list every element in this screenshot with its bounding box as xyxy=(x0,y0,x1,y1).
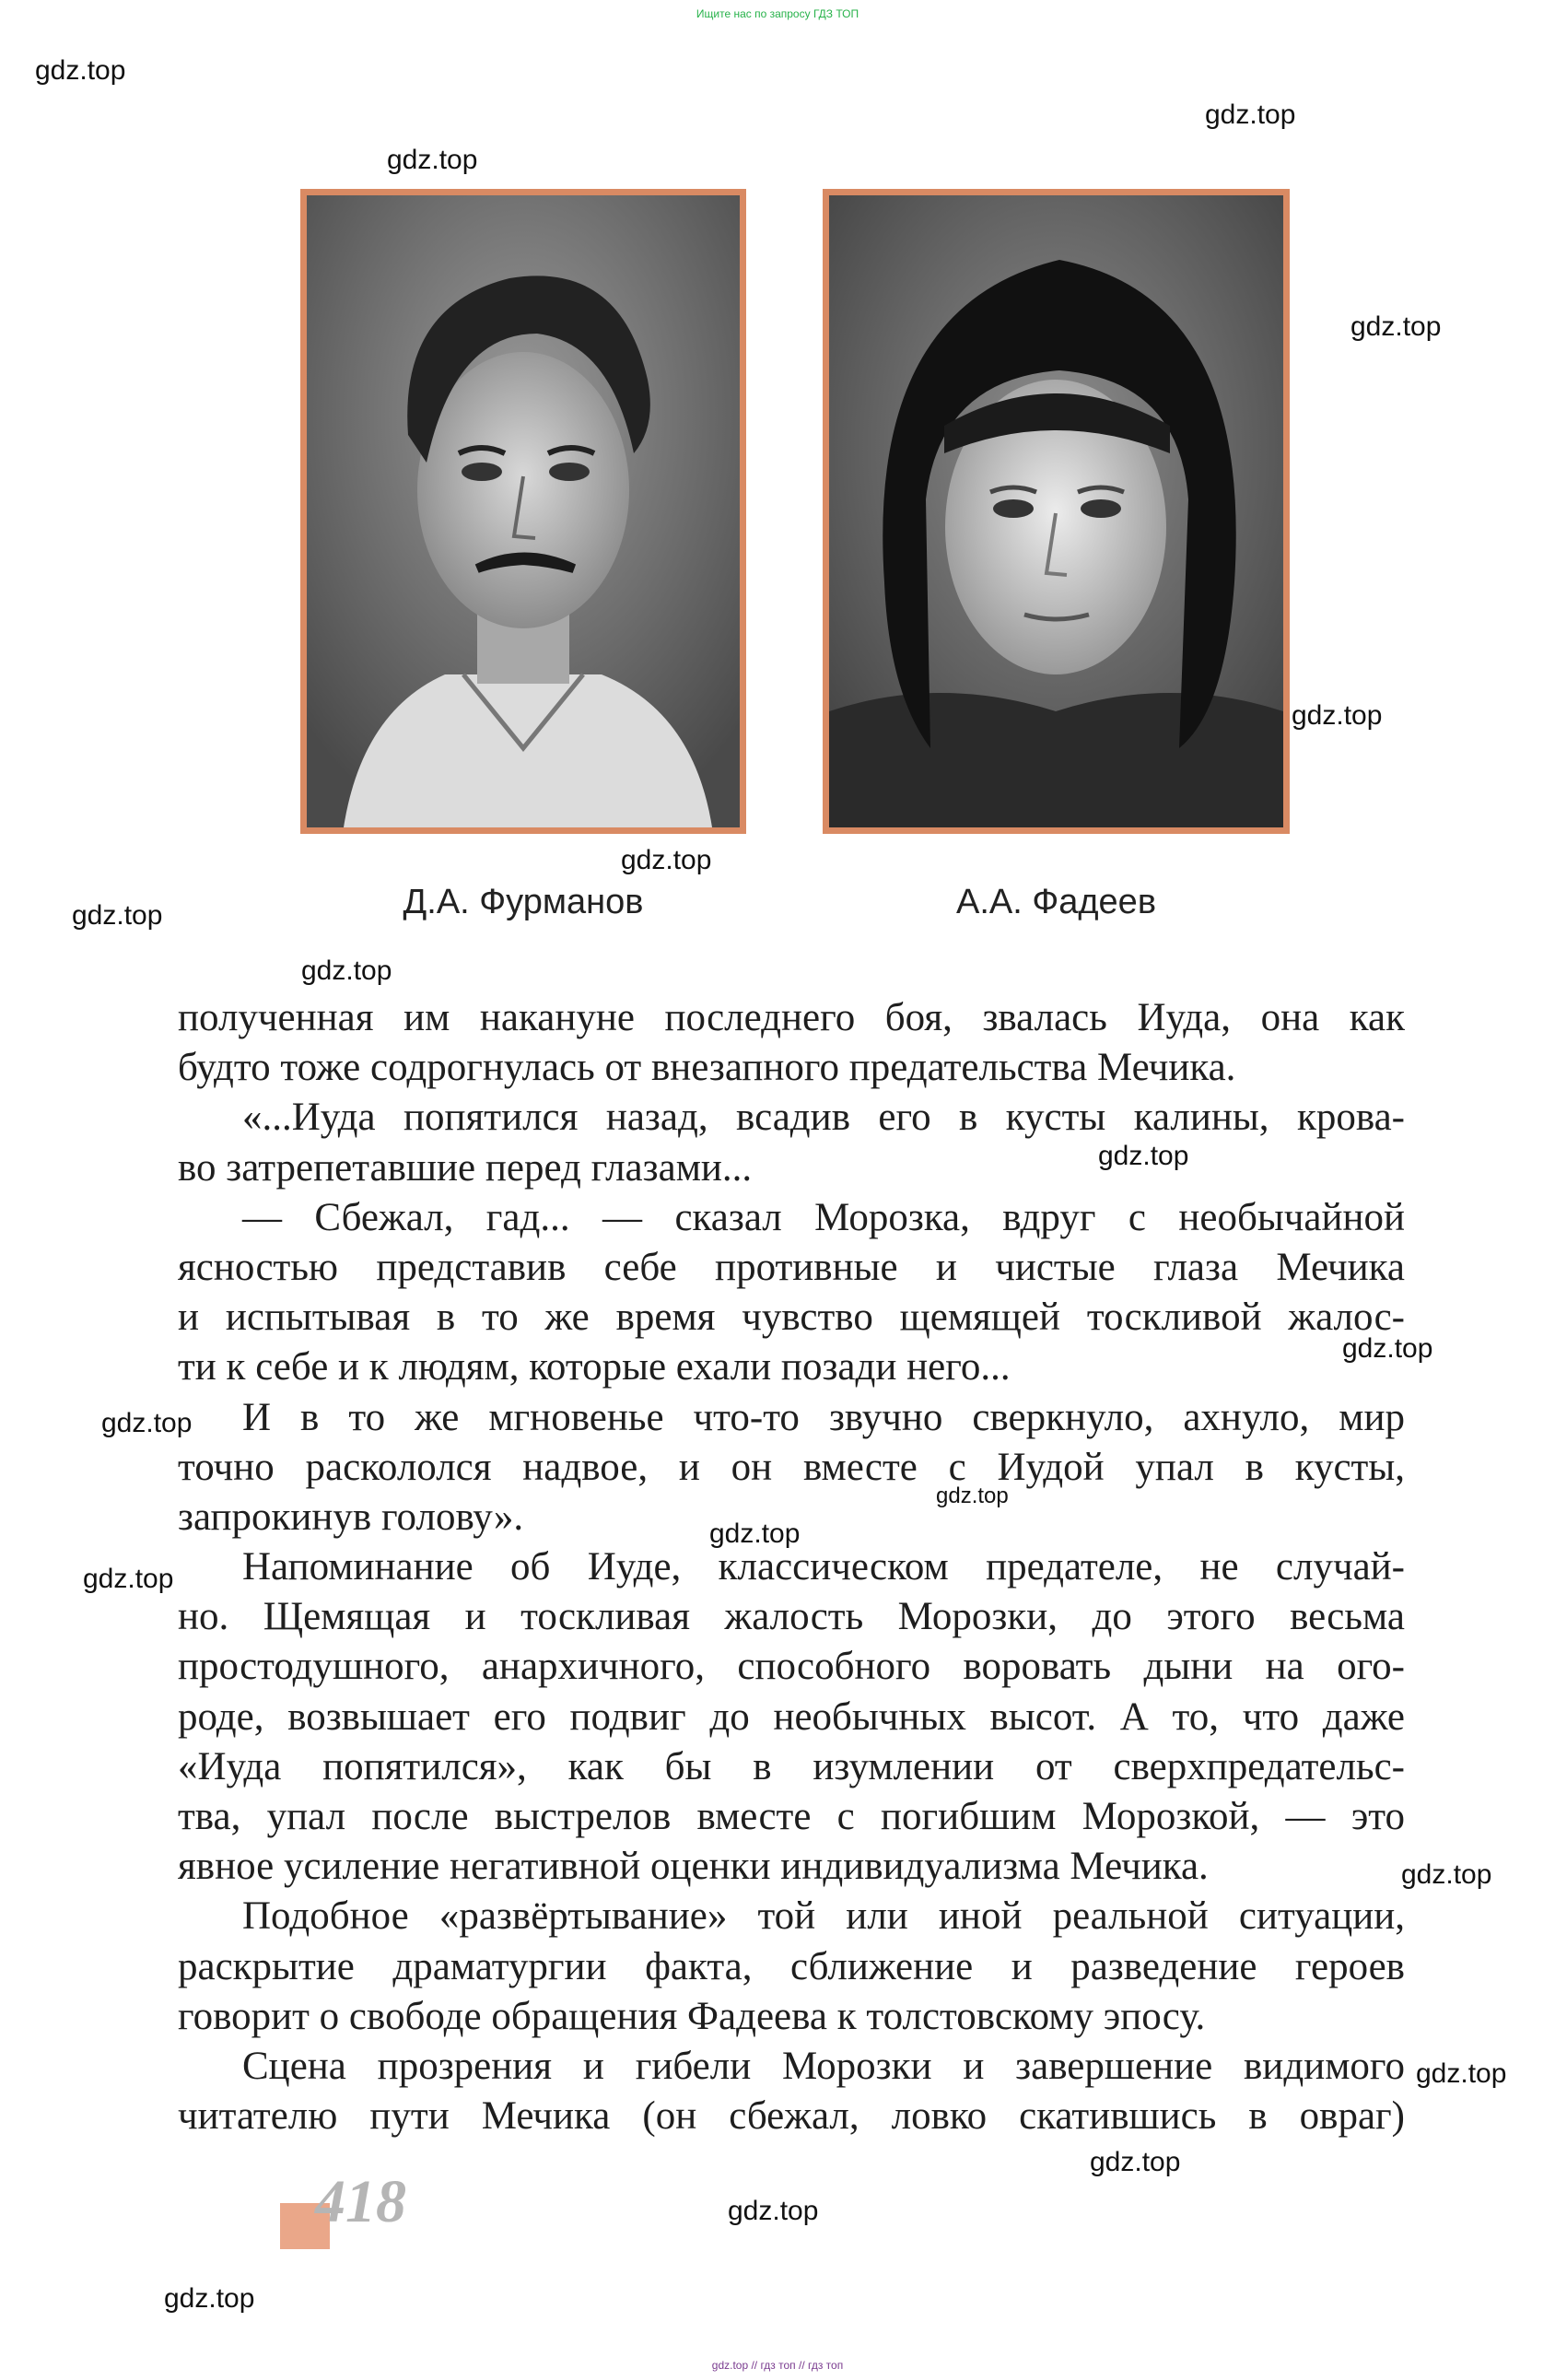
text-line: запрокинув голову». xyxy=(178,1495,524,1539)
text-line: простодушного, анархичного, способного воровать дыни на ого- xyxy=(178,1645,1405,1689)
paragraph xyxy=(178,2042,1405,2141)
paragraph xyxy=(178,1193,1405,1393)
text-line: полученная им накануне последнего боя, звалась Иуда, она как xyxy=(178,996,1405,1039)
paragraph xyxy=(178,993,1405,1093)
text-line: читателю пути Мечика (он сбежал, ловко скатившись в овраг) xyxy=(178,2094,1405,2139)
watermark: gdz.top xyxy=(1292,700,1383,731)
watermark: gdz.top xyxy=(72,900,163,931)
portrait-caption-furmanov: Д.А. Фурманов xyxy=(403,883,644,921)
text-line: Подобное «развёртывание» той или иной реальной ситуации, xyxy=(242,1894,1405,1939)
text-line: — Сбежал, гад... — сказал Морозка, вдруг с необычайной xyxy=(242,1195,1405,1239)
text-line: говорит о свободе обращения Фадеева к толстовскому эпосу. xyxy=(178,1994,1206,2038)
watermark: gdz.top xyxy=(1098,1141,1189,1171)
watermark: gdz.top xyxy=(1090,2147,1181,2177)
watermark: gdz.top xyxy=(1205,100,1296,130)
watermark: gdz.top xyxy=(1342,1333,1433,1364)
text-line: Сцена прозрения и гибели Морозки и завершение видимого xyxy=(242,2044,1405,2088)
bottom-banner[interactable]: gdz.top // гдз топ // гдз топ xyxy=(711,2359,844,2372)
text-line: явное усиление негативной оценки индивидуализма Мечика. xyxy=(178,1845,1209,1889)
text-line: и испытывая в то же время чувство щемящей тоскливой жалос- xyxy=(178,1296,1405,1340)
paragraph xyxy=(178,1093,1405,1192)
watermark: gdz.top xyxy=(728,2196,819,2226)
watermark: gdz.top xyxy=(164,2283,255,2314)
text-line: тва, упал после выстрелов вместе с погибшим Морозкой, — это xyxy=(178,1795,1405,1838)
text-line: Напоминание об Иуде, классическом предателе, не случай- xyxy=(242,1545,1405,1589)
watermark: gdz.top xyxy=(83,1564,174,1594)
portrait-fadeev-image xyxy=(829,195,1283,827)
text-line: раскрытие драматургии факта, сближение и разведение героев xyxy=(178,1944,1405,1988)
text-line: роде, возвышает его подвиг до необычных высот. А то, что даже xyxy=(178,1694,1405,1739)
paragraph xyxy=(178,1393,1405,1543)
watermark: gdz.top xyxy=(1416,2058,1507,2089)
watermark: gdz.top xyxy=(387,145,478,175)
text-line: точно раскололся надвое, и он вместе с Иудой упал в кусты, xyxy=(178,1445,1405,1489)
text-line: И в то же мгновенье что-то звучно сверкнуло, ахнуло, мир xyxy=(242,1395,1405,1439)
watermark: gdz.top xyxy=(101,1408,193,1438)
watermark: gdz.top xyxy=(1350,311,1442,342)
portrait-furmanov-image xyxy=(307,195,740,827)
body-text xyxy=(178,993,1405,2141)
page-number: 418 xyxy=(315,2168,406,2235)
paragraph xyxy=(178,1542,1405,1892)
text-line: будто тоже содрогнулась от внезапного предательства Мечика. xyxy=(178,1046,1236,1090)
text-line: ясностью представив себе противные и чистые глаза Мечика xyxy=(178,1245,1405,1289)
text-line: «...Иуда попятился назад, всадив его в кусты калины, крова- xyxy=(242,1096,1405,1140)
text-line: но. Щемящая и тоскливая жалость Морозки, до этого весьма xyxy=(178,1595,1405,1639)
text-line: ти к себе и к людям, которые ехали позади него... xyxy=(178,1345,1011,1389)
paragraph xyxy=(178,1892,1405,2042)
watermark: gdz.top xyxy=(936,1483,1009,1508)
watermark: gdz.top xyxy=(35,55,126,86)
watermark: gdz.top xyxy=(1401,1859,1492,1890)
top-banner[interactable]: Ищите нас по запросу ГДЗ ТОП xyxy=(696,7,859,20)
text-line: во затрепетавшие перед глазами... xyxy=(178,1145,753,1190)
watermark: gdz.top xyxy=(301,956,392,986)
portrait-fadeev xyxy=(823,189,1290,834)
text-line: «Иуда попятился», как бы в изумлении от сверхпредательс- xyxy=(178,1744,1405,1788)
portrait-caption-fadeev: А.А. Фадеев xyxy=(955,883,1156,921)
portrait-furmanov xyxy=(300,189,746,834)
watermark: gdz.top xyxy=(621,845,712,875)
watermark: gdz.top xyxy=(709,1518,801,1549)
